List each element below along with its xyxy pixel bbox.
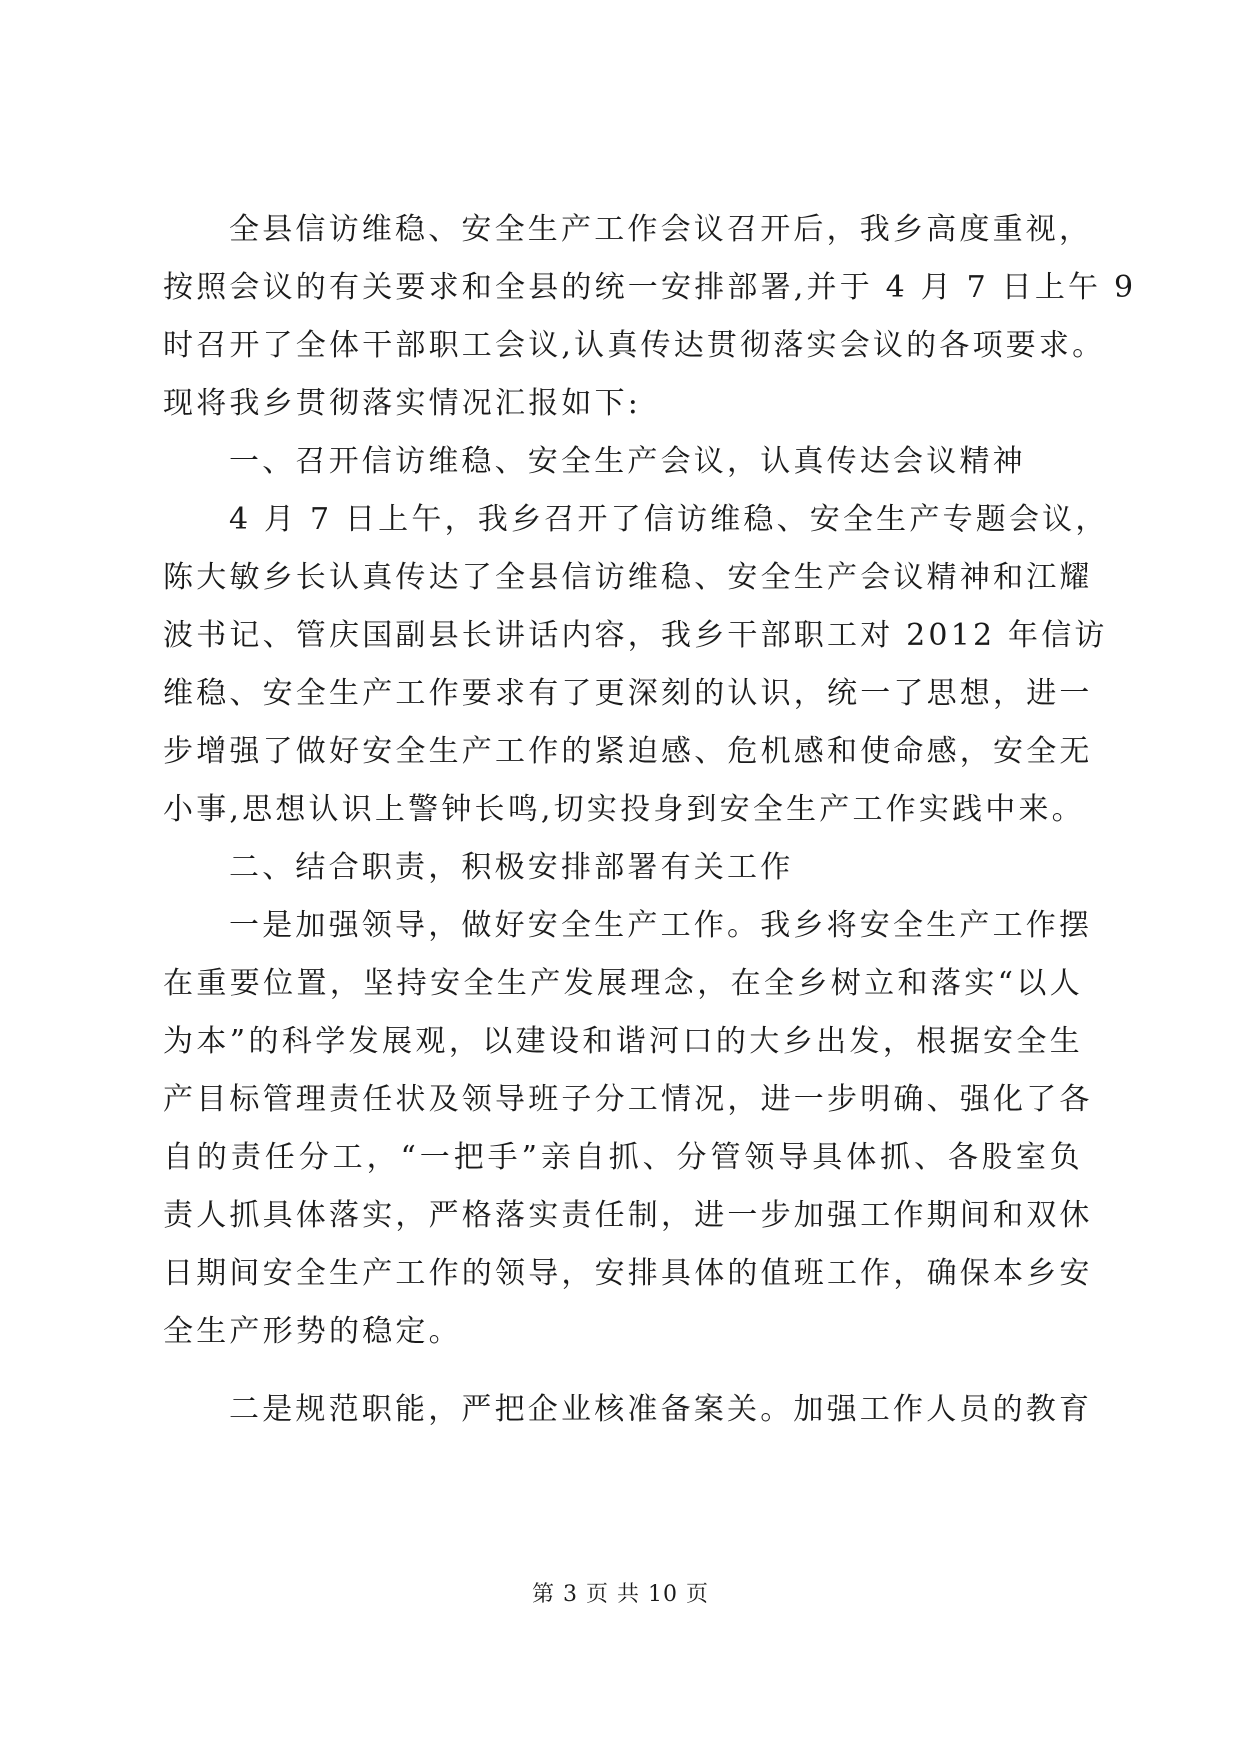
- body-line: 陈大敏乡长认真传达了全县信访维稳、安全生产会议精神和江耀: [163, 560, 1093, 595]
- body-line: 全生产形势的稳定。: [163, 1314, 462, 1349]
- body-line: 小事,思想认识上警钟长鸣,切实投身到安全生产工作实践中来。: [163, 792, 1085, 827]
- body-line: 一是加强领导，做好安全生产工作。我乡将安全生产工作摆: [229, 908, 1093, 943]
- body-line: 波书记、管庆国副县长讲话内容，我乡干部职工对 2012 年信访: [163, 618, 1108, 653]
- body-line: 日期间安全生产工作的领导，安排具体的值班工作，确保本乡安: [163, 1256, 1093, 1291]
- body-line: 维稳、安全生产工作要求有了更深刻的认识，统一了思想，进一: [163, 676, 1093, 711]
- body-line: 产目标管理责任状及领导班子分工情况，进一步明确、强化了各: [163, 1082, 1093, 1117]
- body-line: 按照会议的有关要求和全县的统一安排部署,并于 4 月 7 日上午 9: [163, 270, 1137, 305]
- body-line: 为本”的科学发展观，以建设和谐河口的大乡出发，根据安全生: [163, 1024, 1083, 1059]
- section-heading: 一、召开信访维稳、安全生产会议，认真传达会议精神: [229, 444, 1026, 479]
- body-line: 责人抓具体落实，严格落实责任制，进一步加强工作期间和双休: [163, 1198, 1093, 1233]
- body-line: 现将我乡贯彻落实情况汇报如下:: [163, 386, 642, 421]
- section-heading: 二、结合职责，积极安排部署有关工作: [229, 850, 794, 885]
- body-line: 全县信访维稳、安全生产工作会议召开后，我乡高度重视，: [229, 212, 1093, 247]
- body-line: 在重要位置，坚持安全生产发展理念，在全乡树立和落实“以人: [163, 966, 1083, 1001]
- body-line: 4 月 7 日上午，我乡召开了信访维稳、安全生产专题会议，: [229, 502, 1109, 537]
- page-footer: 第 3 页 共 10 页: [532, 1582, 709, 1607]
- body-line: 时召开了全体干部职工会议,认真传达贯彻落实会议的各项要求。: [163, 328, 1106, 363]
- body-line: 二是规范职能，严把企业核准备案关。加强工作人员的教育: [229, 1392, 1093, 1427]
- body-line: 自的责任分工，“一把手”亲自抓、分管领导具体抓、各股室负: [163, 1140, 1083, 1175]
- body-line: 步增强了做好安全生产工作的紧迫感、危机感和使命感，安全无: [163, 734, 1093, 769]
